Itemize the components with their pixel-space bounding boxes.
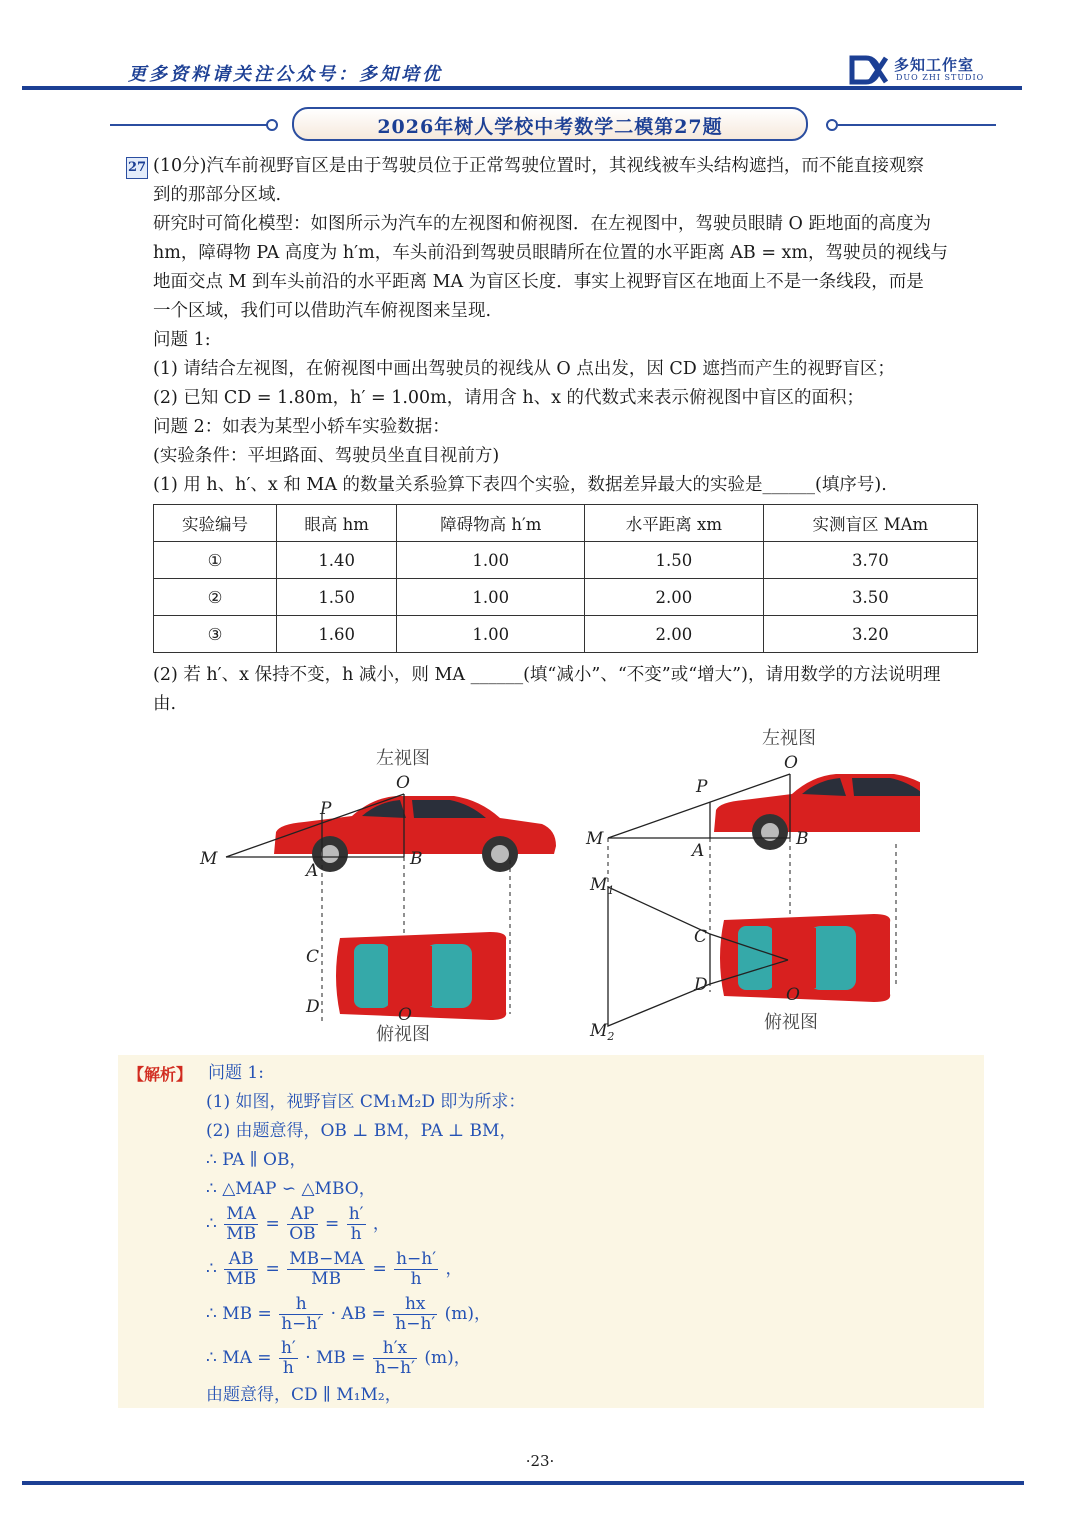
logo-name: 多知工作室 bbox=[894, 56, 975, 74]
table-cell: 2.00 bbox=[585, 579, 764, 616]
question-line: 问题 2：如表为某型小轿车实验数据： bbox=[153, 417, 450, 437]
analysis-formula-ratio2: ∴ $\frac{AB}{MB}$ = $\frac{MB-MA}{MB}$ = $\frac{h-h'}{h}$ ， bbox=[206, 1249, 463, 1289]
table-cell: 1.00 bbox=[397, 616, 585, 653]
table-cell: 1.60 bbox=[277, 616, 397, 653]
title-rule-right bbox=[838, 124, 996, 126]
fig-label-M: M bbox=[586, 829, 604, 849]
fig-label-P: P bbox=[320, 799, 332, 819]
logo-subtitle: DUO ZHI STUDIO bbox=[896, 73, 985, 82]
table-row bbox=[154, 616, 978, 653]
fig-label-O: O bbox=[786, 985, 800, 1005]
footer-rule bbox=[22, 1481, 1024, 1485]
table-cell: 1.50 bbox=[585, 542, 764, 579]
table-header-cell: 眼高 hm bbox=[277, 505, 397, 542]
fig-label-A: A bbox=[306, 861, 319, 881]
analysis-tag: 【解析】 bbox=[128, 1065, 193, 1084]
analysis-line: 问题 1: bbox=[208, 1063, 264, 1083]
fig-label-A: A bbox=[692, 841, 705, 861]
header-slogan: 更多资料请关注公众号：多知培优 bbox=[128, 64, 443, 85]
page-title: 2026年树人学校中考数学二模第27题 bbox=[377, 116, 723, 138]
table-cell: 2.00 bbox=[585, 616, 764, 653]
table-row bbox=[154, 579, 978, 616]
question-line: hm，障碍物 PA 高度为 h′m，车头前沿到驾驶员眼睛所在位置的水平距离 AB = xm，驾驶员的视线与 bbox=[153, 243, 949, 263]
question-line: 到的那部分区域. bbox=[153, 185, 282, 205]
question-line: (2) 已知 CD = 1.80m，h′ = 1.00m，请用含 h、x 的代数式来表示俯视图中盲区的面积； bbox=[153, 388, 865, 408]
left-top-car bbox=[336, 932, 506, 1020]
question-line: 一个区域，我们可以借助汽车俯视图来呈现. bbox=[153, 301, 492, 321]
analysis-formula-MB: ∴ MB = $\frac{h}{h-h'}$ · AB = $\frac{hx}{h-h'}$ (m)， bbox=[206, 1294, 492, 1334]
fig-label-M1: $M_1$ bbox=[590, 875, 615, 897]
header-rule bbox=[22, 86, 1022, 90]
analysis-formula-MA: ∴ MA = $\frac{h'}{h}$ · MB = $\frac{h'x}{h-h'}$ (m)， bbox=[206, 1338, 471, 1378]
experiment-table bbox=[153, 504, 978, 653]
question-line: (实验条件：平坦路面、驾驶员坐直目视前方) bbox=[153, 446, 500, 466]
fig-label-O: O bbox=[398, 1005, 412, 1025]
fig-left-top-title: 俯视图 bbox=[376, 1024, 430, 1045]
table-cell: 1.00 bbox=[397, 542, 585, 579]
question-number-badge: 27 bbox=[126, 157, 148, 179]
fig-label-B: B bbox=[796, 829, 809, 849]
fig-label-O: O bbox=[784, 753, 798, 773]
table-header-cell: 水平距离 xm bbox=[585, 505, 764, 542]
fig-right-top-title: 俯视图 bbox=[764, 1012, 818, 1033]
analysis-line: ∴ PA ∥ OB， bbox=[206, 1150, 307, 1170]
table-cell: 1.00 bbox=[397, 579, 585, 616]
analysis-formula-ratio: ∴ $\frac{MA}{MB}$ = $\frac{AP}{OB}$ = $\frac{h'}{h}$ ， bbox=[206, 1204, 390, 1244]
fig-label-M2: $M_2$ bbox=[590, 1021, 615, 1043]
table-header-row bbox=[154, 505, 978, 542]
fig-label-B: B bbox=[410, 849, 423, 869]
analysis-line: (2) 由题意得，OB ⊥ BM，PA ⊥ BM， bbox=[206, 1121, 517, 1141]
page-number: ·23· bbox=[525, 1452, 555, 1470]
right-top-car bbox=[720, 914, 890, 1002]
table-cell: 3.70 bbox=[763, 542, 977, 579]
table-cell: 3.50 bbox=[763, 579, 977, 616]
question-line: 问题 1: bbox=[153, 330, 211, 350]
title-rule-left bbox=[110, 124, 268, 126]
fig-label-D: D bbox=[694, 975, 708, 995]
analysis-line: 由题意得，CD ∥ M₁M₂， bbox=[206, 1385, 402, 1405]
analysis-line: (1) 如图，视野盲区 CM₁M₂D 即为所求： bbox=[206, 1092, 526, 1112]
table-cell: 3.20 bbox=[763, 616, 977, 653]
title-dot-right bbox=[826, 119, 838, 131]
table-header-cell: 障碍物高 h′m bbox=[397, 505, 585, 542]
question-line: (2) 若 h′、x 保持不变，h 减小，则 MA ______(填“减小”、“不变”或“增大”)，请用数学的方法说明理 bbox=[153, 665, 941, 685]
analysis-line: ∴ △MAP ∽ △MBO， bbox=[206, 1179, 376, 1199]
table-cell: 1.50 bbox=[277, 579, 397, 616]
question-line: (1) 请结合左视图，在俯视图中画出驾驶员的视线从 O 点出发，因 CD 遮挡而产生的视野盲区； bbox=[153, 359, 895, 379]
fig-left-side-title: 左视图 bbox=[376, 748, 430, 769]
title-dot-left bbox=[266, 119, 278, 131]
table-header-cell: 实测盲区 MAm bbox=[763, 505, 977, 542]
fig-label-C: C bbox=[306, 947, 320, 967]
table-header-cell: 实验编号 bbox=[154, 505, 277, 542]
table-row bbox=[154, 542, 978, 579]
question-line: 研究时可简化模型：如图所示为汽车的左视图和俯视图．在左视图中，驾驶员眼睛 O 距地面的高度为 bbox=[153, 214, 931, 234]
fig-label-M: M bbox=[200, 849, 218, 869]
table-cell: 1.40 bbox=[277, 542, 397, 579]
question-line: (1) 用 h、h′、x 和 MA 的数量关系验算下表四个实验，数据差异最大的实验是______(填序号). bbox=[153, 475, 887, 495]
fig-right-side-title: 左视图 bbox=[762, 728, 816, 749]
question-line: 地面交点 M 到车头前沿的水平距离 MA 为盲区长度．事实上视野盲区在地面上不是一条线段，而是 bbox=[153, 272, 924, 292]
car-blind-spot-figure bbox=[190, 722, 920, 1048]
fig-label-P: P bbox=[696, 777, 708, 797]
fig-label-O: O bbox=[396, 773, 410, 793]
fig-label-C: C bbox=[694, 927, 708, 947]
fig-label-D: D bbox=[306, 997, 320, 1017]
question-line: 由. bbox=[153, 694, 177, 714]
table-cell: ① bbox=[154, 542, 277, 579]
table-cell: ③ bbox=[154, 616, 277, 653]
table-cell: ② bbox=[154, 579, 277, 616]
question-line: (10分)汽车前视野盲区是由于驾驶员位于正常驾驶位置时，其视线被车头结构遮挡，而不能直接观察 bbox=[153, 156, 924, 176]
